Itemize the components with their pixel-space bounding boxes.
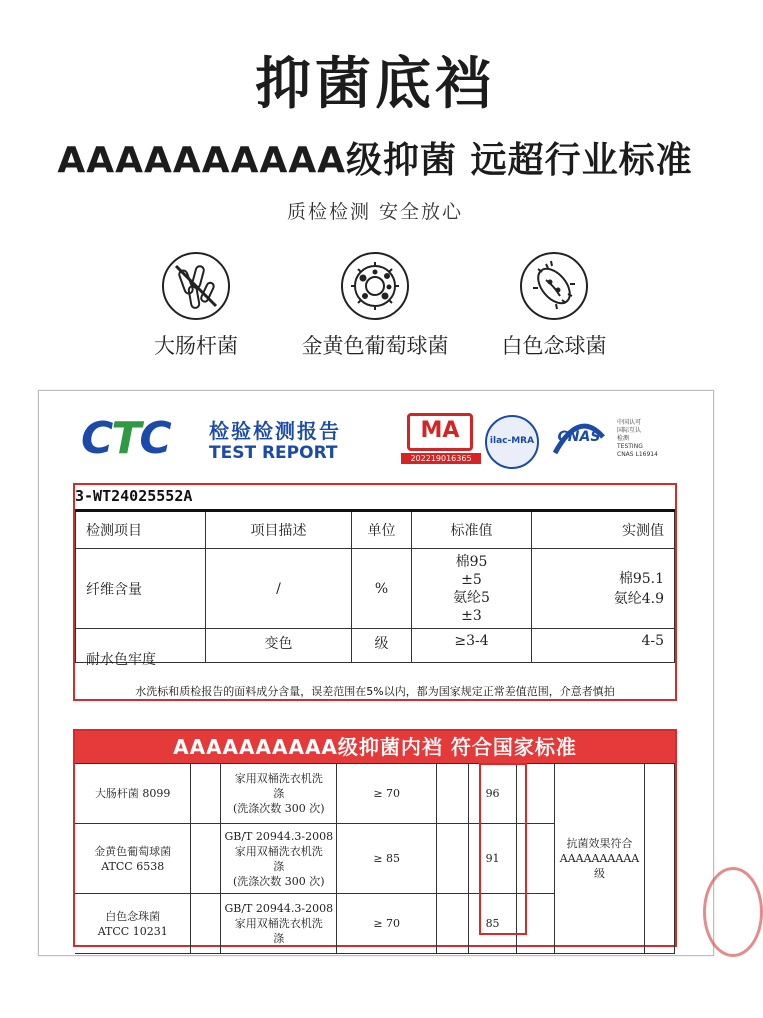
cell-standard: ≥ 85 — [337, 824, 437, 894]
cell-standard: ≥3-4 — [412, 629, 532, 663]
candida-icon — [520, 252, 588, 320]
report-title-en: TEST REPORT — [209, 443, 338, 463]
staphylococcus-icon — [341, 252, 409, 320]
col-header-unit: 单位 — [352, 511, 412, 549]
col-header-measured: 实测值 — [532, 511, 675, 549]
cell-desc: / — [206, 549, 352, 629]
result-highlight-box — [479, 763, 527, 935]
cell-strain: 大肠杆菌 8099 — [75, 764, 191, 824]
cell-conclusion: 抗菌效果符合 AAAAAAAAAA 级 — [555, 764, 645, 954]
composition-table — [75, 509, 675, 668]
cell-blank — [191, 894, 221, 954]
official-stamp — [703, 867, 763, 957]
cell-desc: 变色 — [206, 629, 352, 663]
cell-method: 家用双桶洗衣机洗 涤 (洗涤次数 300 次) — [221, 764, 337, 824]
cell-strain: 白色念珠菌 ATCC 10231 — [75, 894, 191, 954]
col-header-desc: 项目描述 — [206, 511, 352, 549]
ctc-logo: CTC — [81, 413, 170, 464]
cell-unit: 级 — [352, 629, 412, 663]
antibacterial-table — [75, 763, 675, 954]
cnas-logo — [549, 415, 609, 465]
cell-measured: 4-5 — [532, 629, 675, 663]
cell-result: 91 — [469, 824, 517, 894]
bacteria-label-2: 金黄色葡萄球菌 — [301, 334, 449, 358]
cell-measured: 棉95.1 氨纶4.9 — [532, 549, 675, 629]
cell-unit: % — [352, 549, 412, 629]
cell-blank — [437, 824, 469, 894]
table-header-row — [76, 511, 675, 549]
disclaimer-note: 水洗标和质检报告的面料成分含量，误差范围在5%以内，都为国家规定正常差值范围，介意者慎拍 — [135, 685, 615, 698]
cell-item: 纤维含量 — [76, 549, 206, 629]
cnas-accreditation-text: 中国认可 国际互认 检测 TESTING CNAS L16914 — [617, 419, 658, 458]
cell-blank — [437, 764, 469, 824]
table-row — [76, 549, 675, 629]
cell-blank — [191, 764, 221, 824]
cell-result: 96 — [469, 764, 517, 824]
bacteria-label-3: 白色念球菌 — [501, 334, 607, 358]
page-title: 抑菌底裆 — [255, 52, 495, 117]
tagline: 质检检测 安全放心 — [286, 201, 464, 223]
col-header-item: 检测项目 — [76, 511, 206, 549]
test-report-document — [38, 390, 714, 956]
cell-method: GB/T 20944.3-2008 家用双桶洗衣机洗 涤 (洗涤次数 300 次) — [221, 824, 337, 894]
ma-text: MA — [420, 418, 460, 443]
col-header-standard: 标准值 — [412, 511, 532, 549]
page-subtitle: AAAAAAAAAA级抑菌 远超行业标准 — [57, 140, 693, 181]
ma-certification-logo — [407, 413, 473, 451]
cell-standard: 棉95 ±5 氨纶5 ±3 — [412, 549, 532, 629]
ma-number: 202219016365 — [401, 453, 481, 464]
cell-result: 85 — [469, 894, 517, 954]
report-title-cn: 检验检测报告 — [209, 419, 341, 443]
ilac-text: ilac-MRA — [489, 436, 535, 446]
cell-blank — [191, 824, 221, 894]
cnas-text: CNAS — [557, 429, 601, 445]
cell-item: 耐水色牢度 — [76, 629, 206, 663]
cell-blank — [437, 894, 469, 954]
ilac-mra-logo — [485, 415, 539, 469]
cell-standard: ≥ 70 — [337, 894, 437, 954]
table-row — [76, 629, 675, 663]
rod-bacteria-icon — [162, 252, 230, 320]
cell-blank — [644, 764, 674, 954]
cell-standard: ≥ 70 — [337, 764, 437, 824]
table-row — [75, 764, 675, 824]
cell-method: GB/T 20944.3-2008 家用双桶洗衣机洗 涤 — [221, 894, 337, 954]
document-number: 3-WT24025552A — [75, 487, 193, 505]
antibacterial-banner: AAAAAAAAAA级抑菌内裆 符合国家标准 — [75, 731, 675, 763]
cell-strain: 金黄色葡萄球菌 ATCC 6538 — [75, 824, 191, 894]
bacteria-label-1: 大肠杆菌 — [154, 334, 238, 358]
